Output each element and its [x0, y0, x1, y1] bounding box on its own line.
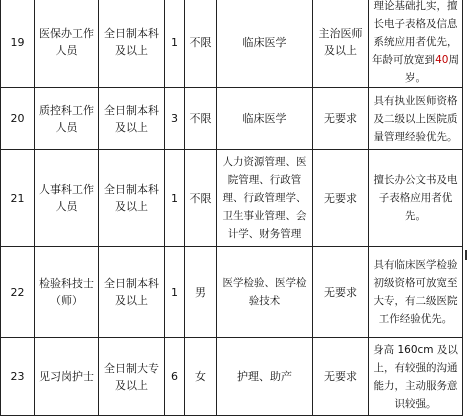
gender-requirement: 不限 — [185, 0, 217, 88]
table-row — [1, 88, 463, 150]
post-name: 人事科工作人员 — [35, 150, 99, 247]
title-requirement: 无要求 — [313, 150, 369, 247]
post-name: 医保办工作人员 — [35, 0, 99, 88]
title-requirement: 无要求 — [313, 338, 369, 416]
headcount: 3 — [165, 88, 185, 150]
major-requirement: 临床医学 — [217, 0, 313, 88]
row-number: 20 — [1, 88, 35, 150]
post-name: 质控科工作人员 — [35, 88, 99, 150]
requirement-text-end: 周岁。 — [405, 54, 459, 84]
education-requirement: 全日制大专及以上 — [99, 338, 165, 416]
table-row — [1, 0, 463, 88]
gender-requirement: 男 — [185, 247, 217, 338]
major-requirement: 医学检验、医学检验技术 — [217, 247, 313, 338]
education-requirement: 全日制本科及以上 — [99, 0, 165, 88]
row-number: 22 — [1, 247, 35, 338]
headcount: 6 — [165, 338, 185, 416]
table-row — [1, 247, 463, 338]
post-name: 见习岗护士 — [35, 338, 99, 416]
other-requirements: 具有执业医师资格及二级以上医院质量管理经验优先。 — [369, 88, 463, 150]
headcount: 1 — [165, 0, 185, 88]
table-row — [1, 338, 463, 416]
table-row — [1, 150, 463, 247]
post-name: 检验科技士（师） — [35, 247, 99, 338]
other-requirements — [369, 0, 463, 88]
row-number: 19 — [1, 0, 35, 88]
major-requirement: 临床医学 — [217, 88, 313, 150]
row-number: 21 — [1, 150, 35, 247]
education-requirement: 全日制本科及以上 — [99, 247, 165, 338]
major-requirement: 人力资源管理、医院管理、行政管理、行政管理学、卫生事业管理、会计学、财务管理 — [217, 150, 313, 247]
margin-tick-mark — [465, 250, 467, 260]
gender-requirement: 不限 — [185, 150, 217, 247]
title-requirement: 无要求 — [313, 247, 369, 338]
row-number: 23 — [1, 338, 35, 416]
age-highlight: 40 — [435, 54, 449, 66]
headcount: 1 — [165, 150, 185, 247]
requirement-text: 理论基础扎实，擅长电子表格及信息系统应用者优先，年龄可放宽到 — [372, 0, 458, 66]
headcount: 1 — [165, 247, 185, 338]
other-requirements: 身高 160cm 及以上，有较强的沟通能力，主动服务意识较强。 — [369, 338, 463, 416]
education-requirement: 全日制本科及以上 — [99, 150, 165, 247]
other-requirements: 擅长办公文书及电子表格应用者优先。 — [369, 150, 463, 247]
major-requirement: 护理、助产 — [217, 338, 313, 416]
education-requirement: 全日制本科及以上 — [99, 88, 165, 150]
gender-requirement: 不限 — [185, 88, 217, 150]
title-requirement: 无要求 — [313, 88, 369, 150]
other-requirements: 具有临床医学检验初级资格可放宽至大专，有二级医院工作经验优先。 — [369, 247, 463, 338]
title-requirement: 主治医师及以上 — [313, 0, 369, 88]
gender-requirement: 女 — [185, 338, 217, 416]
